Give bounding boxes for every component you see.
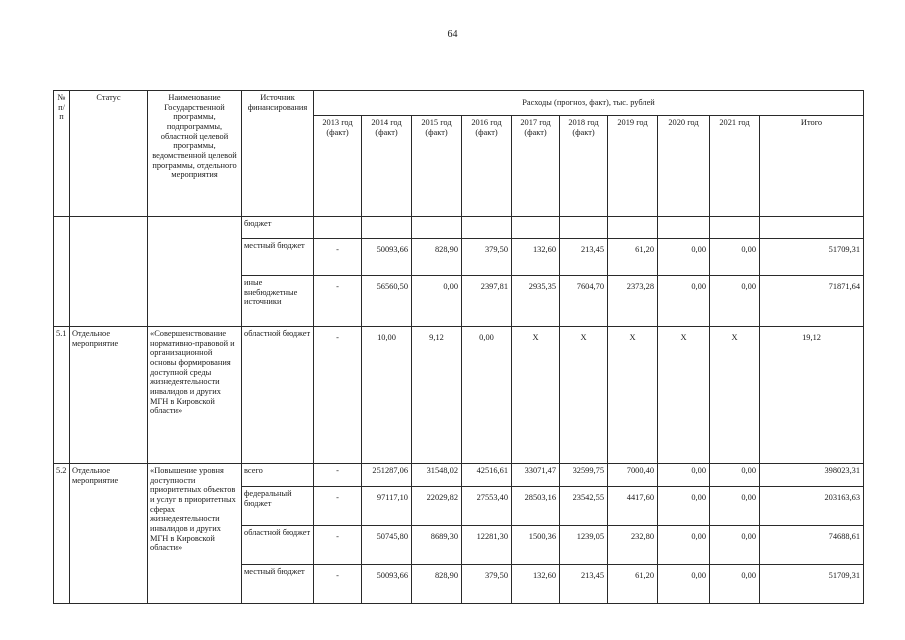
cell-value: -: [314, 487, 362, 526]
cell-value: [412, 217, 462, 239]
cell-value: 0,00: [658, 487, 710, 526]
cell-value: 7000,40: [608, 464, 658, 487]
cell-value: 0,00: [710, 526, 760, 565]
cell-source: бюджет: [242, 217, 314, 239]
header-status: Статус: [70, 91, 148, 217]
cell-value: [760, 217, 864, 239]
cell-value: [710, 217, 760, 239]
cell-value: 2397,81: [462, 276, 512, 327]
table-row: [54, 464, 864, 487]
cell-total: 398023,31: [760, 464, 864, 487]
cell-value: 23542,55: [560, 487, 608, 526]
cell-total: 51709,31: [760, 239, 864, 276]
header-year: 2016 год (факт): [462, 116, 512, 217]
page-number: 64: [447, 29, 458, 40]
cell-value: 251287,06: [362, 464, 412, 487]
cell-value: 0,00: [462, 327, 512, 464]
cell-value: 0,00: [658, 526, 710, 565]
header-row: [54, 91, 864, 116]
cell-value: 0,00: [658, 565, 710, 604]
cell-value: 213,45: [560, 565, 608, 604]
cell-value: 2373,28: [608, 276, 658, 327]
cell-value: 1239,05: [560, 526, 608, 565]
cell-total: 74688,61: [760, 526, 864, 565]
cell-value: 33071,47: [512, 464, 560, 487]
cell-value: 50745,80: [362, 526, 412, 565]
cell-no: 5.2: [54, 464, 70, 604]
expenses-table: [53, 90, 864, 604]
cell-name: «Повышение уровня доступности приоритетных объектов и услуг в приоритетных сферах жизнедеятельности инвалидов и других МГН в Кировской области»: [148, 464, 242, 604]
cell-source: местный бюджет: [242, 239, 314, 276]
cell-value: 22029,82: [412, 487, 462, 526]
header-year: 2014 год (факт): [362, 116, 412, 217]
cell-value: 97117,10: [362, 487, 412, 526]
cell-total: 51709,31: [760, 565, 864, 604]
header-expenses: Расходы (прогноз, факт), тыс. рублей: [314, 91, 864, 116]
cell-value: -: [314, 565, 362, 604]
header-year: 2021 год: [710, 116, 760, 217]
header-year: 2015 год (факт): [412, 116, 462, 217]
cell-value: 0,00: [710, 487, 760, 526]
cell-value: X: [560, 327, 608, 464]
cell-source: областной бюджет: [242, 327, 314, 464]
cell-value: [658, 217, 710, 239]
header-name: Наименование Государственной программы, подпрограммы, областной целевой программы, ведомственной целевой программы, отдельного мероприятия: [148, 91, 242, 217]
cell-status: Отдельное мероприятие: [70, 327, 148, 464]
header-year: 2017 год (факт): [512, 116, 560, 217]
cell-value: -: [314, 464, 362, 487]
cell-value: X: [658, 327, 710, 464]
cell-value: -: [314, 327, 362, 464]
cell-value: 61,20: [608, 239, 658, 276]
cell-source: всего: [242, 464, 314, 487]
cell-value: 828,90: [412, 565, 462, 604]
table-row: [54, 217, 864, 239]
cell-value: [362, 217, 412, 239]
cell-value: 132,60: [512, 239, 560, 276]
cell-value: 0,00: [710, 565, 760, 604]
cell-value: [462, 217, 512, 239]
cell-no: 5.1: [54, 327, 70, 464]
cell-value: 379,50: [462, 565, 512, 604]
header-year: 2019 год: [608, 116, 658, 217]
cell-value: -: [314, 239, 362, 276]
cell-value: X: [710, 327, 760, 464]
cell-value: [512, 217, 560, 239]
header-year: 2018 год (факт): [560, 116, 608, 217]
cell-value: 213,45: [560, 239, 608, 276]
cell-value: 0,00: [710, 239, 760, 276]
cell-value: 50093,66: [362, 565, 412, 604]
header-source: Источник финансирования: [242, 91, 314, 217]
header-year: 2013 год (факт): [314, 116, 362, 217]
cell-value: 132,60: [512, 565, 560, 604]
header-year: 2020 год: [658, 116, 710, 217]
cell-source: областной бюджет: [242, 526, 314, 565]
cell-status: [70, 217, 148, 327]
cell-value: 1500,36: [512, 526, 560, 565]
cell-status: Отдельное мероприятие: [70, 464, 148, 604]
header-no: № п/п: [54, 91, 70, 217]
cell-source: федеральный бюджет: [242, 487, 314, 526]
cell-value: 0,00: [412, 276, 462, 327]
cell-value: 42516,61: [462, 464, 512, 487]
cell-value: 232,80: [608, 526, 658, 565]
cell-value: 828,90: [412, 239, 462, 276]
cell-value: 7604,70: [560, 276, 608, 327]
cell-value: 12281,30: [462, 526, 512, 565]
cell-value: 0,00: [658, 239, 710, 276]
cell-value: 0,00: [710, 276, 760, 327]
cell-value: X: [512, 327, 560, 464]
cell-total: 19,12: [760, 327, 864, 464]
cell-value: 50093,66: [362, 239, 412, 276]
cell-source: местный бюджет: [242, 565, 314, 604]
cell-value: 0,00: [658, 464, 710, 487]
cell-value: 8689,30: [412, 526, 462, 565]
cell-total: 71871,64: [760, 276, 864, 327]
cell-value: 379,50: [462, 239, 512, 276]
cell-total: 203163,63: [760, 487, 864, 526]
table-row: [54, 327, 864, 464]
cell-value: 4417,60: [608, 487, 658, 526]
cell-value: 56560,50: [362, 276, 412, 327]
cell-value: [314, 217, 362, 239]
cell-value: [560, 217, 608, 239]
cell-value: 27553,40: [462, 487, 512, 526]
cell-value: [608, 217, 658, 239]
cell-value: 2935,35: [512, 276, 560, 327]
cell-value: 31548,02: [412, 464, 462, 487]
cell-value: 0,00: [658, 276, 710, 327]
cell-source: иные внебюджетные источники: [242, 276, 314, 327]
cell-value: 61,20: [608, 565, 658, 604]
cell-value: X: [608, 327, 658, 464]
cell-value: 10,00: [362, 327, 412, 464]
cell-value: -: [314, 276, 362, 327]
cell-value: 28503,16: [512, 487, 560, 526]
cell-value: 0,00: [710, 464, 760, 487]
cell-value: 32599,75: [560, 464, 608, 487]
cell-name: [148, 217, 242, 327]
cell-name: «Совершенствование нормативно-правовой и организационной основы формирования доступной среды жизнедеятельности инвалидов и других МГН в Кировской области»: [148, 327, 242, 464]
cell-value: 9,12: [412, 327, 462, 464]
cell-no: [54, 217, 70, 327]
header-total: Итого: [760, 116, 864, 217]
cell-value: -: [314, 526, 362, 565]
